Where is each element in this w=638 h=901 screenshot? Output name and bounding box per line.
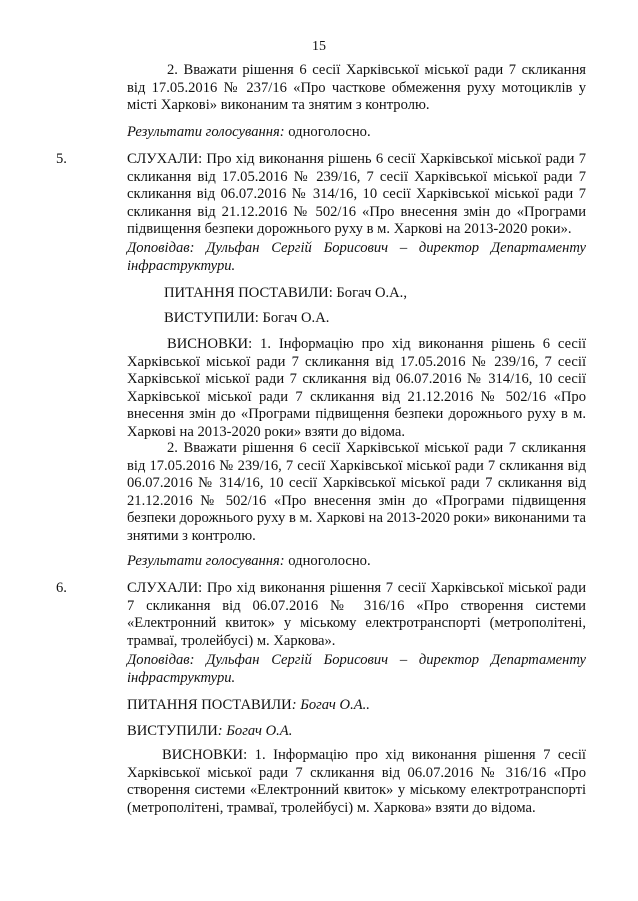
spoke-label: ВИСТУПИЛИ (127, 723, 218, 739)
section5-heard: СЛУХАЛИ: Про хід виконання рішень 6 сесії Харківської міської ради 7 скликання від 17.05.2016 № 239/16, 7 сесії Харківської міської ради 7 скликання від 06.07.2016 № 314/16, 10 сесії Харківської міської ради 7 скликання від 21.12.2016 № 502/16 «Про внесення змін до «Програми підвищення безпеки дорожнього руху в м. Харкові на 2013-2020 роки». (127, 151, 586, 238)
item-number-5: 5. (56, 151, 67, 167)
section6-spoke (127, 723, 586, 741)
section5-conclusion-2: 2. Вважати рішення 6 сесії Харківської міської ради 7 скликання від 17.05.2016 № 239/16, 7 сесії Харківської міської ради 7 скликання від 06.07.2016 № 314/16, 10 сесії Харківської міської ради 7 скликання від 21.12.2016 № 502/16 «Про внесення змін до «Програми підвищення безпеки дорожнього руху в м. Харкові на 2013-2020 роки» виконаними та знятими з контролю. (127, 440, 586, 544)
section6-speaker: Доповідав: Дульфан Сергій Борисович – директор Департаменту інфраструктури. (127, 652, 586, 686)
spoke-names: : Богач О.А. (217, 723, 293, 739)
section6-conclusion-1: ВИСНОВКИ: 1. Інформацію про хід виконання рішення 7 сесії Харківської міської ради 7 скликання від 06.07.2016 № 316/16 «Про створення системи «Електронний квиток» у міському електротранспорті (метрополітені, трамваї, тролейбусі) м. Харкова» взяти до відома. (127, 747, 586, 816)
section6-heard: СЛУХАЛИ: Про хід виконання рішення 7 сесії Харківської міської ради 7 скликання від 06.07.2016 № 316/16 «Про створення системи «Електронний квиток» у міському електротранспорті (метрополітені, трамваї, тролейбусі) м. Харкова». (127, 580, 586, 649)
vote-result: одноголосно. (284, 124, 371, 140)
questions-label: ПИТАННЯ ПОСТАВИЛИ (127, 697, 292, 713)
section4-conclusion-2: 2. Вважати рішення 6 сесії Харківської міської ради 7 скликання від 17.05.2016 № 237/16 «Про часткове обмеження руху мотоциклів у місті Харкові» виконаним та знятим з контролю. (127, 62, 586, 114)
section5-questions: ПИТАННЯ ПОСТАВИЛИ: Богач О.А., (164, 285, 407, 301)
section5-speaker: Доповідав: Дульфан Сергій Борисович – директор Департаменту інфраструктури. (127, 240, 586, 274)
vote-result: одноголосно. (284, 553, 371, 569)
vote-label: Результати голосування: (127, 124, 285, 140)
section5-conclusion-1: ВИСНОВКИ: 1. Інформацію про хід виконання рішень 6 сесії Харківської міської ради 7 скликання від 17.05.2016 № 239/16, 7 сесії Харківської міської ради 7 скликання від 06.07.2016 № 314/16, 10 сесії Харківської міської ради 7 скликання від 21.12.2016 № 502/16 «Про внесення змін до «Програми підвищення безпеки дорожнього руху в м. Харкові на 2013-2020 роки» взяти до відома. (127, 336, 586, 440)
section6-questions (127, 697, 586, 715)
section5-spoke: ВИСТУПИЛИ: Богач О.А. (164, 310, 330, 326)
page-number: 15 (312, 39, 326, 54)
questions-names: : Богач О.А.. (291, 697, 370, 713)
section5-vote-line (127, 553, 586, 571)
vote-label: Результати голосування: (127, 553, 285, 569)
item-number-6: 6. (56, 580, 67, 596)
section4-vote-line (127, 124, 586, 142)
